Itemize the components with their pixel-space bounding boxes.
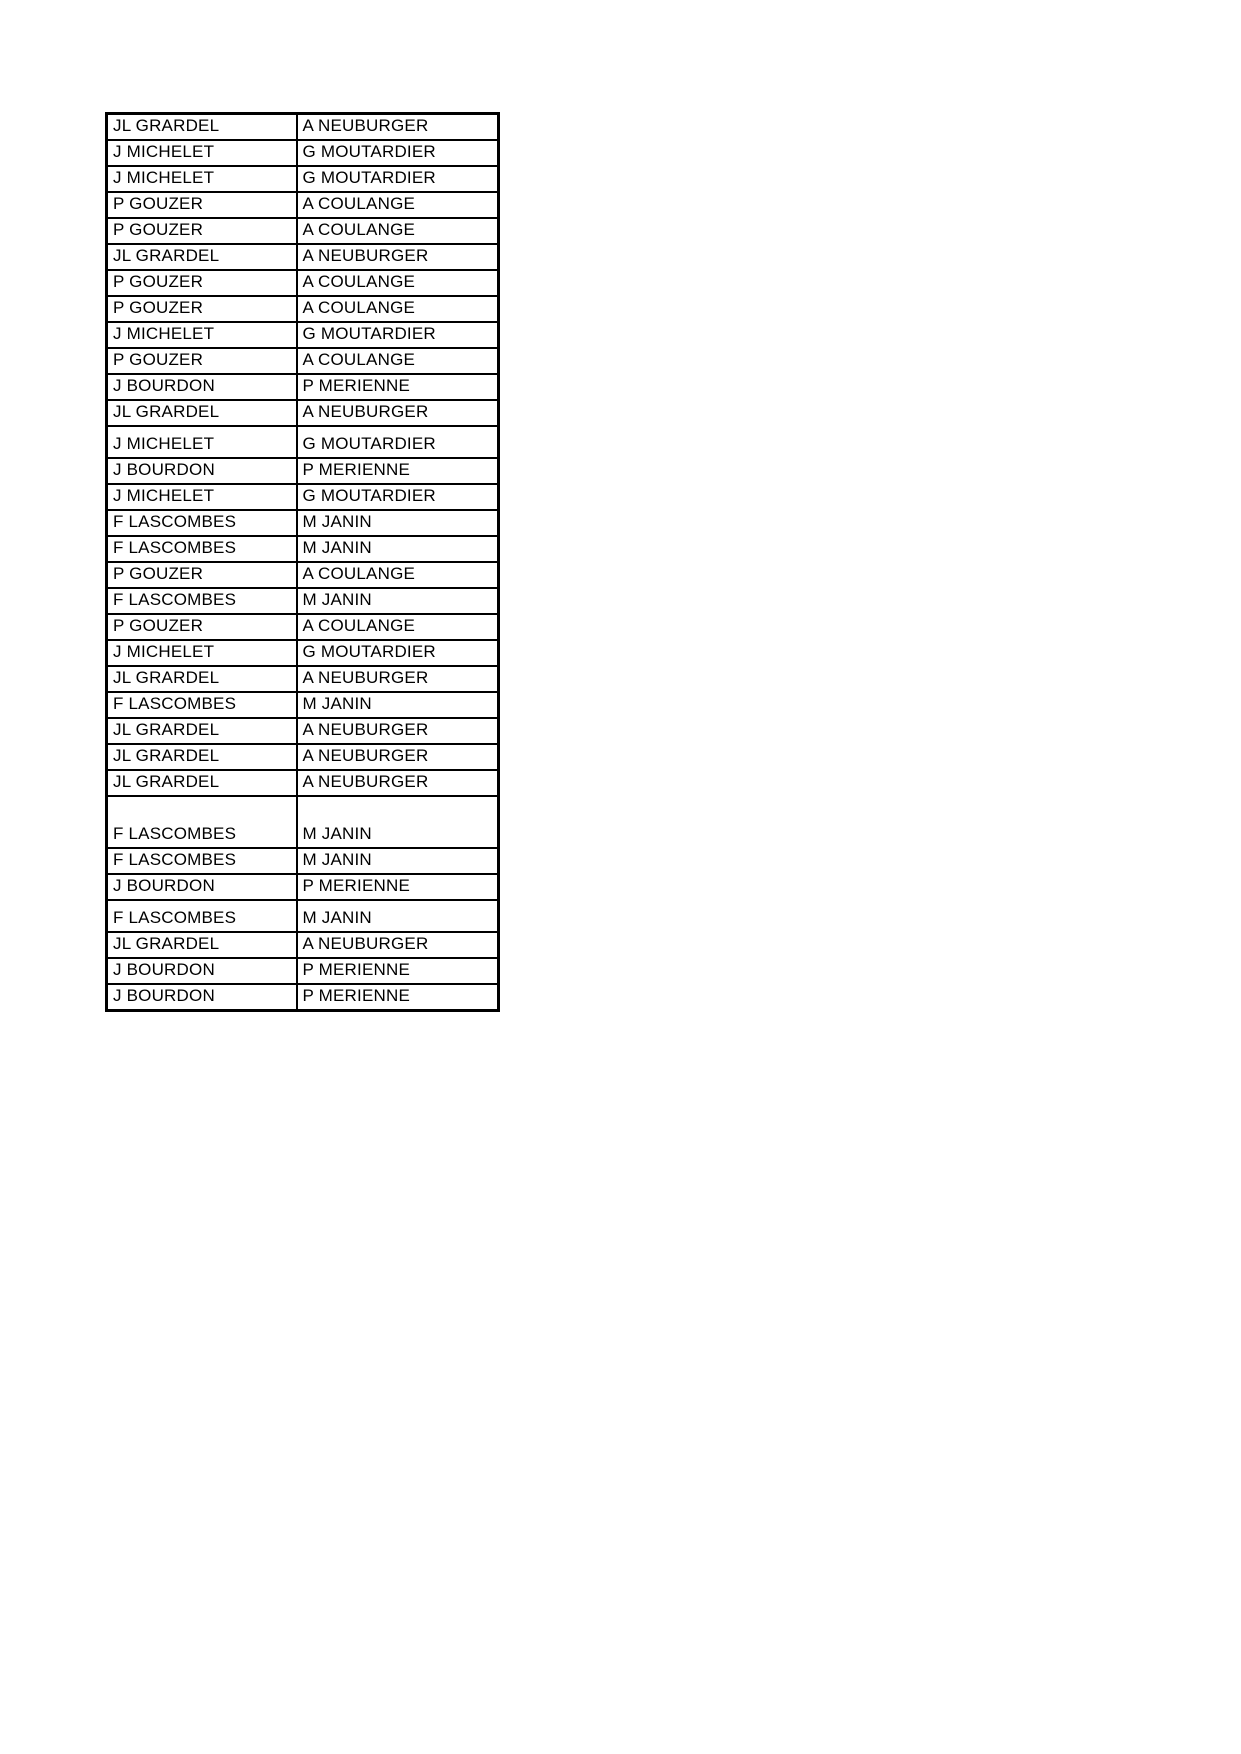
right-name-cell: A NEUBURGER bbox=[297, 932, 499, 958]
right-name-cell: A NEUBURGER bbox=[297, 666, 499, 692]
table-row bbox=[107, 426, 499, 458]
right-name-cell: A COULANGE bbox=[297, 192, 499, 218]
left-name-cell: J BOURDON bbox=[107, 984, 297, 1011]
table-row bbox=[107, 114, 499, 141]
table-row bbox=[107, 140, 499, 166]
right-name-cell: A NEUBURGER bbox=[297, 400, 499, 426]
left-name-cell: F LASCOMBES bbox=[107, 900, 297, 932]
pairings-table-body bbox=[107, 114, 499, 1011]
left-name-cell: F LASCOMBES bbox=[107, 796, 297, 848]
table-row bbox=[107, 614, 499, 640]
left-name-cell: J MICHELET bbox=[107, 426, 297, 458]
table-row bbox=[107, 400, 499, 426]
left-name-cell: J MICHELET bbox=[107, 640, 297, 666]
left-name-cell: F LASCOMBES bbox=[107, 536, 297, 562]
table-row bbox=[107, 666, 499, 692]
right-name-cell: A NEUBURGER bbox=[297, 744, 499, 770]
left-name-cell: F LASCOMBES bbox=[107, 510, 297, 536]
right-name-cell: A COULANGE bbox=[297, 562, 499, 588]
table-row bbox=[107, 744, 499, 770]
left-name-cell: JL GRARDEL bbox=[107, 770, 297, 796]
left-name-cell: JL GRARDEL bbox=[107, 244, 297, 270]
table-row bbox=[107, 536, 499, 562]
table-row bbox=[107, 958, 499, 984]
table-row bbox=[107, 796, 499, 848]
table-row bbox=[107, 374, 499, 400]
left-name-cell: P GOUZER bbox=[107, 348, 297, 374]
right-name-cell: G MOUTARDIER bbox=[297, 322, 499, 348]
left-name-cell: J BOURDON bbox=[107, 958, 297, 984]
right-name-cell: A COULANGE bbox=[297, 348, 499, 374]
left-name-cell: JL GRARDEL bbox=[107, 932, 297, 958]
table-row bbox=[107, 874, 499, 900]
right-name-cell: G MOUTARDIER bbox=[297, 640, 499, 666]
table-row bbox=[107, 244, 499, 270]
left-name-cell: JL GRARDEL bbox=[107, 666, 297, 692]
table-row bbox=[107, 848, 499, 874]
table-row bbox=[107, 562, 499, 588]
left-name-cell: P GOUZER bbox=[107, 562, 297, 588]
right-name-cell: G MOUTARDIER bbox=[297, 166, 499, 192]
table-row bbox=[107, 718, 499, 744]
left-name-cell: J BOURDON bbox=[107, 874, 297, 900]
right-name-cell: A NEUBURGER bbox=[297, 114, 499, 141]
right-name-cell: A NEUBURGER bbox=[297, 770, 499, 796]
table-row bbox=[107, 166, 499, 192]
right-name-cell: G MOUTARDIER bbox=[297, 426, 499, 458]
right-name-cell: M JANIN bbox=[297, 692, 499, 718]
left-name-cell: J MICHELET bbox=[107, 140, 297, 166]
left-name-cell: P GOUZER bbox=[107, 614, 297, 640]
table-row bbox=[107, 900, 499, 932]
left-name-cell: JL GRARDEL bbox=[107, 400, 297, 426]
right-name-cell: P MERIENNE bbox=[297, 458, 499, 484]
table-row bbox=[107, 588, 499, 614]
table-row bbox=[107, 510, 499, 536]
table-row bbox=[107, 348, 499, 374]
right-name-cell: P MERIENNE bbox=[297, 374, 499, 400]
table-row bbox=[107, 692, 499, 718]
right-name-cell: A COULANGE bbox=[297, 296, 499, 322]
right-name-cell: P MERIENNE bbox=[297, 958, 499, 984]
left-name-cell: JL GRARDEL bbox=[107, 114, 297, 141]
right-name-cell: M JANIN bbox=[297, 900, 499, 932]
left-name-cell: F LASCOMBES bbox=[107, 848, 297, 874]
right-name-cell: M JANIN bbox=[297, 536, 499, 562]
table-row bbox=[107, 192, 499, 218]
left-name-cell: J MICHELET bbox=[107, 484, 297, 510]
left-name-cell: J MICHELET bbox=[107, 322, 297, 348]
left-name-cell: J BOURDON bbox=[107, 458, 297, 484]
left-name-cell: JL GRARDEL bbox=[107, 744, 297, 770]
right-name-cell: G MOUTARDIER bbox=[297, 140, 499, 166]
name-pairings-table bbox=[105, 112, 500, 1012]
right-name-cell: M JANIN bbox=[297, 510, 499, 536]
right-name-cell: A COULANGE bbox=[297, 614, 499, 640]
left-name-cell: F LASCOMBES bbox=[107, 588, 297, 614]
right-name-cell: M JANIN bbox=[297, 796, 499, 848]
table-row bbox=[107, 296, 499, 322]
table-row bbox=[107, 770, 499, 796]
table-row bbox=[107, 322, 499, 348]
left-name-cell: P GOUZER bbox=[107, 270, 297, 296]
left-name-cell: JL GRARDEL bbox=[107, 718, 297, 744]
right-name-cell: M JANIN bbox=[297, 588, 499, 614]
left-name-cell: J MICHELET bbox=[107, 166, 297, 192]
left-name-cell: F LASCOMBES bbox=[107, 692, 297, 718]
left-name-cell: P GOUZER bbox=[107, 218, 297, 244]
right-name-cell: P MERIENNE bbox=[297, 984, 499, 1011]
right-name-cell: P MERIENNE bbox=[297, 874, 499, 900]
table-row bbox=[107, 458, 499, 484]
table-row bbox=[107, 640, 499, 666]
table-row bbox=[107, 484, 499, 510]
right-name-cell: A COULANGE bbox=[297, 270, 499, 296]
table-row bbox=[107, 932, 499, 958]
table-row bbox=[107, 218, 499, 244]
table-row bbox=[107, 270, 499, 296]
right-name-cell: A COULANGE bbox=[297, 218, 499, 244]
left-name-cell: P GOUZER bbox=[107, 296, 297, 322]
left-name-cell: J BOURDON bbox=[107, 374, 297, 400]
left-name-cell: P GOUZER bbox=[107, 192, 297, 218]
table-row bbox=[107, 984, 499, 1011]
right-name-cell: A NEUBURGER bbox=[297, 244, 499, 270]
right-name-cell: M JANIN bbox=[297, 848, 499, 874]
right-name-cell: G MOUTARDIER bbox=[297, 484, 499, 510]
right-name-cell: A NEUBURGER bbox=[297, 718, 499, 744]
